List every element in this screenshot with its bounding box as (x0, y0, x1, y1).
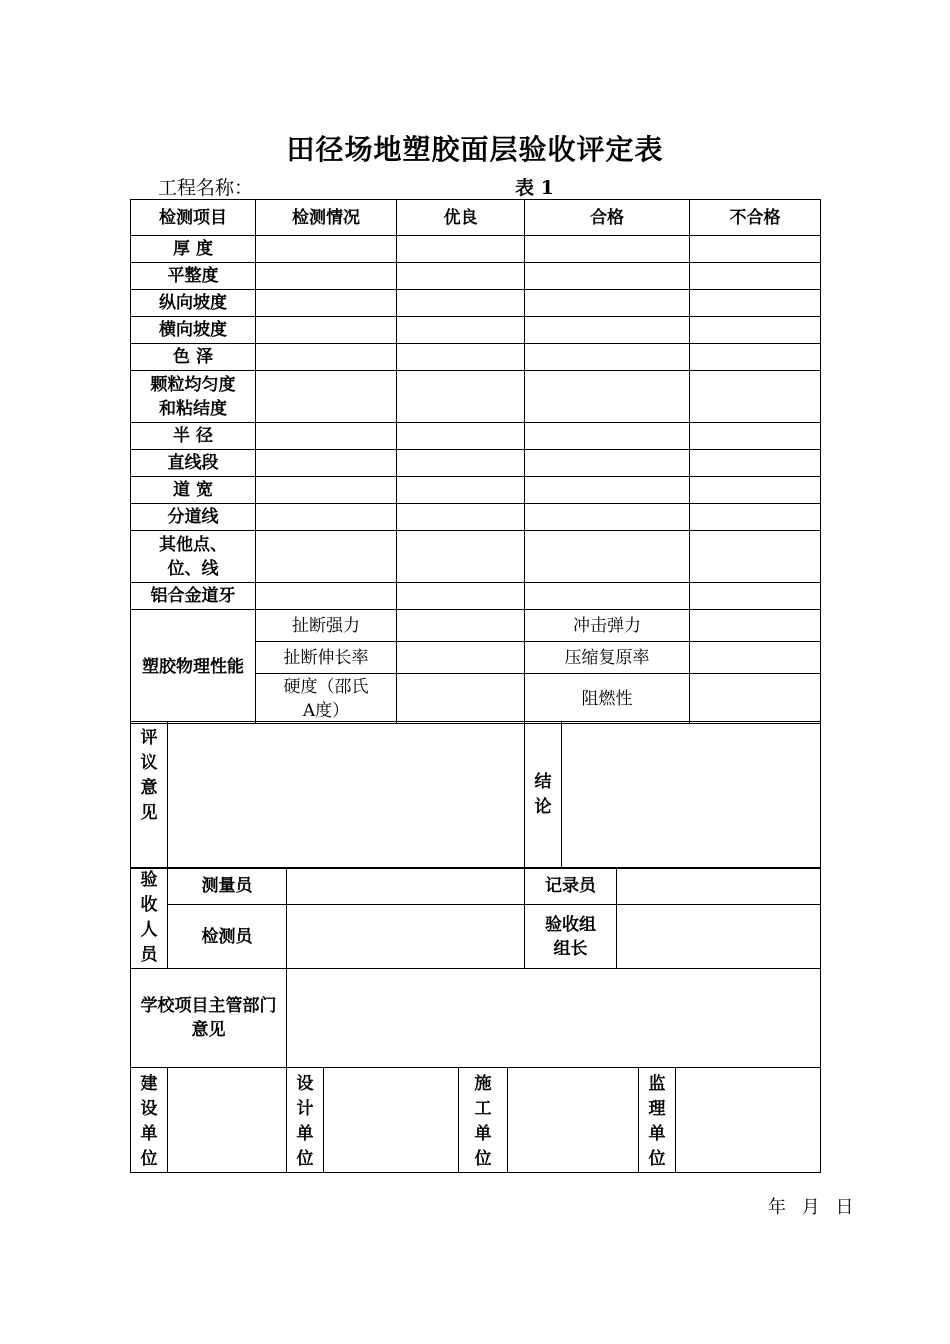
item-label: 道 宽 (131, 477, 256, 504)
cell[interactable] (690, 344, 821, 371)
item-label: 纵向坡度 (131, 290, 256, 317)
cell[interactable] (256, 371, 397, 423)
item-label: 直线段 (131, 450, 256, 477)
design-unit-label: 设计单位 (287, 1068, 324, 1173)
header-unqualified: 不合格 (690, 200, 821, 236)
elongation-label: 扯断伸长率 (256, 642, 397, 674)
table-row (131, 423, 821, 450)
recorder-label: 记录员 (525, 868, 617, 905)
cell[interactable] (690, 477, 821, 504)
item-label: 半 径 (131, 423, 256, 450)
cell[interactable] (256, 236, 397, 263)
table-row (131, 477, 821, 504)
surveyor-label: 测量员 (168, 868, 287, 905)
school-dept-opinion-field[interactable] (287, 969, 821, 1068)
inspector-label: 检测员 (168, 905, 287, 969)
table-row (131, 344, 821, 371)
page-title: 田径场地塑胶面层验收评定表 (286, 133, 664, 166)
cell[interactable] (256, 450, 397, 477)
cell[interactable] (256, 290, 397, 317)
date-line: 年 月 日 (768, 1197, 854, 1218)
builder-unit-field[interactable] (508, 1068, 639, 1173)
cell[interactable] (256, 344, 397, 371)
cell[interactable] (397, 371, 525, 423)
cell[interactable] (525, 504, 690, 531)
supervision-unit-label: 监理单位 (639, 1068, 676, 1173)
cell[interactable] (397, 317, 525, 344)
cell[interactable] (525, 371, 690, 423)
item-label: 色 泽 (131, 344, 256, 371)
recorder-field[interactable] (617, 868, 821, 905)
header-qualified: 合格 (525, 200, 690, 236)
table-number: 表 1 (515, 177, 554, 199)
cell[interactable] (397, 610, 525, 642)
cell[interactable] (256, 263, 397, 290)
item-label: 其他点、位、线 (131, 531, 256, 583)
opinion-table (130, 721, 821, 869)
cell[interactable] (525, 263, 690, 290)
table-row (131, 290, 821, 317)
physical-properties-label: 塑胶物理性能 (131, 610, 256, 724)
cell[interactable] (397, 531, 525, 583)
cell[interactable] (690, 236, 821, 263)
conclusion-label: 结论 (525, 722, 562, 869)
physical-row (131, 610, 821, 642)
cell[interactable] (525, 317, 690, 344)
team-leader-label: 验收组组长 (525, 905, 617, 969)
table-row (131, 531, 821, 583)
item-label: 分道线 (131, 504, 256, 531)
opinion-label: 评议意见 (131, 722, 168, 869)
conclusion-field[interactable] (562, 722, 821, 869)
cell[interactable] (690, 317, 821, 344)
inspection-table (130, 199, 821, 724)
cell[interactable] (256, 477, 397, 504)
cell[interactable] (397, 674, 525, 724)
cell[interactable] (397, 344, 525, 371)
cell[interactable] (525, 423, 690, 450)
cell[interactable] (397, 583, 525, 610)
cell[interactable] (256, 504, 397, 531)
table-row (131, 583, 821, 610)
cell[interactable] (525, 583, 690, 610)
item-label: 横向坡度 (131, 317, 256, 344)
cell[interactable] (525, 531, 690, 583)
table-row (131, 450, 821, 477)
cell[interactable] (525, 236, 690, 263)
cell[interactable] (690, 263, 821, 290)
cell[interactable] (397, 236, 525, 263)
surveyor-field[interactable] (287, 868, 525, 905)
cell[interactable] (397, 642, 525, 674)
table-row (131, 371, 821, 423)
construction-unit-label: 建设单位 (131, 1068, 168, 1173)
project-name-label: 工程名称： (158, 177, 254, 199)
table-row (131, 504, 821, 531)
cell[interactable] (256, 531, 397, 583)
header-situation: 检测情况 (256, 200, 397, 236)
school-dept-opinion-label: 学校项目主管部门意见 (131, 969, 287, 1068)
design-unit-field[interactable] (324, 1068, 459, 1173)
cell[interactable] (690, 642, 821, 674)
cell[interactable] (690, 371, 821, 423)
cell[interactable] (690, 450, 821, 477)
cell[interactable] (525, 450, 690, 477)
cell[interactable] (525, 477, 690, 504)
school-table (130, 968, 821, 1068)
flame-retardant-label: 阻燃性 (525, 674, 690, 724)
cell[interactable] (690, 504, 821, 531)
cell[interactable] (256, 423, 397, 450)
item-label: 平整度 (131, 263, 256, 290)
table-row (131, 236, 821, 263)
acceptance-table (130, 867, 821, 969)
item-label: 厚 度 (131, 236, 256, 263)
impact-resilience-label: 冲击弹力 (525, 610, 690, 642)
cell[interactable] (690, 610, 821, 642)
cell[interactable] (397, 423, 525, 450)
table-row (131, 317, 821, 344)
opinion-field[interactable] (168, 722, 525, 869)
cell[interactable] (256, 583, 397, 610)
cell[interactable] (397, 290, 525, 317)
cell[interactable] (690, 674, 821, 724)
cell[interactable] (397, 263, 525, 290)
builder-unit-label: 施工单位 (459, 1068, 508, 1173)
construction-unit-field[interactable] (168, 1068, 287, 1173)
cell[interactable] (525, 290, 690, 317)
cell[interactable] (690, 423, 821, 450)
cell[interactable] (397, 504, 525, 531)
inspector-field[interactable] (287, 905, 525, 969)
cell[interactable] (690, 290, 821, 317)
units-table (130, 1067, 821, 1173)
hardness-label: 硬度（邵氏A度） (256, 674, 397, 724)
item-label: 铝合金道牙 (131, 583, 256, 610)
table-row (131, 263, 821, 290)
cell[interactable] (690, 531, 821, 583)
header-item: 检测项目 (131, 200, 256, 236)
table-header-row (131, 200, 821, 236)
cell[interactable] (690, 583, 821, 610)
cell[interactable] (397, 477, 525, 504)
cell[interactable] (256, 317, 397, 344)
compression-recovery-label: 压缩复原率 (525, 642, 690, 674)
supervision-unit-field[interactable] (676, 1068, 821, 1173)
acceptance-personnel-label: 验收人员 (131, 868, 168, 969)
team-leader-field[interactable] (617, 905, 821, 969)
header-excellent: 优良 (397, 200, 525, 236)
cell[interactable] (397, 450, 525, 477)
tensile-strength-label: 扯断强力 (256, 610, 397, 642)
item-label: 颗粒均匀度和粘结度 (131, 371, 256, 423)
cell[interactable] (525, 344, 690, 371)
